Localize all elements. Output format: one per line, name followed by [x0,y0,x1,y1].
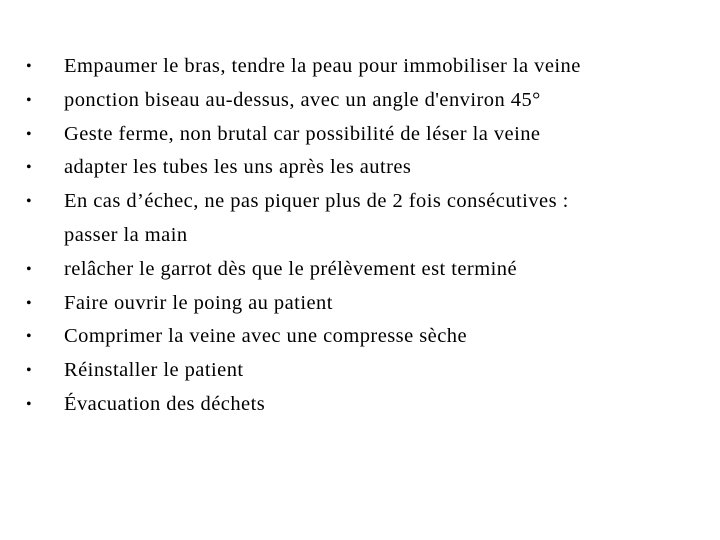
list-item-text [64,185,706,253]
bullet-icon: • [26,362,33,380]
list-item-text [64,388,706,422]
bullet-icon: • [26,159,33,177]
list-item-line: Comprimer la veine avec une compresse sèche [64,325,467,348]
list-item [26,118,706,152]
list-item-text [64,84,706,118]
list-item [26,253,706,287]
list-item [26,287,706,321]
list-item [26,185,706,253]
list-item-text [64,50,706,84]
bullet-icon: • [26,260,33,278]
list-item [26,388,706,422]
list-item-line: Geste ferme, non brutal car possibilité de léser la veine [64,122,541,145]
list-item-text [64,253,706,287]
bullet-icon: • [26,328,33,346]
list-item-line: Empaumer le bras, tendre la peau pour immobiliser la veine [64,55,581,77]
list-item [26,151,706,185]
list-item-text [64,320,706,354]
list-item [26,320,706,354]
bullet-icon: • [26,294,33,312]
bullet-icon: • [26,193,33,211]
list-item-text [64,118,706,152]
list-item-line: Faire ouvrir le poing au patient [64,291,333,314]
bullet-list [26,50,706,422]
list-item-line: adapter les tubes les uns après les autres [64,156,412,179]
bullet-icon: • [26,125,33,143]
list-item-text [64,287,706,321]
list-item-line: ponction biseau au-dessus, avec un angle d'environ 45° [64,88,541,111]
list-item-line: relâcher le garrot dès que le prélèvement est terminé [64,257,517,280]
list-item-line: passer la main [64,223,188,246]
list-item [26,354,706,388]
list-item-line: En cas d’échec, ne pas piquer plus de 2 fois consécutives : [64,190,569,213]
list-item [26,50,706,84]
bullet-icon: • [26,395,33,413]
list-item-text [64,354,706,388]
list-item-text [64,151,706,185]
bullet-icon: • [26,91,33,109]
list-item-line: Réinstaller le patient [64,359,244,382]
bullet-icon: • [26,58,33,75]
list-item-line: Évacuation des déchets [64,392,266,415]
list-item [26,84,706,118]
